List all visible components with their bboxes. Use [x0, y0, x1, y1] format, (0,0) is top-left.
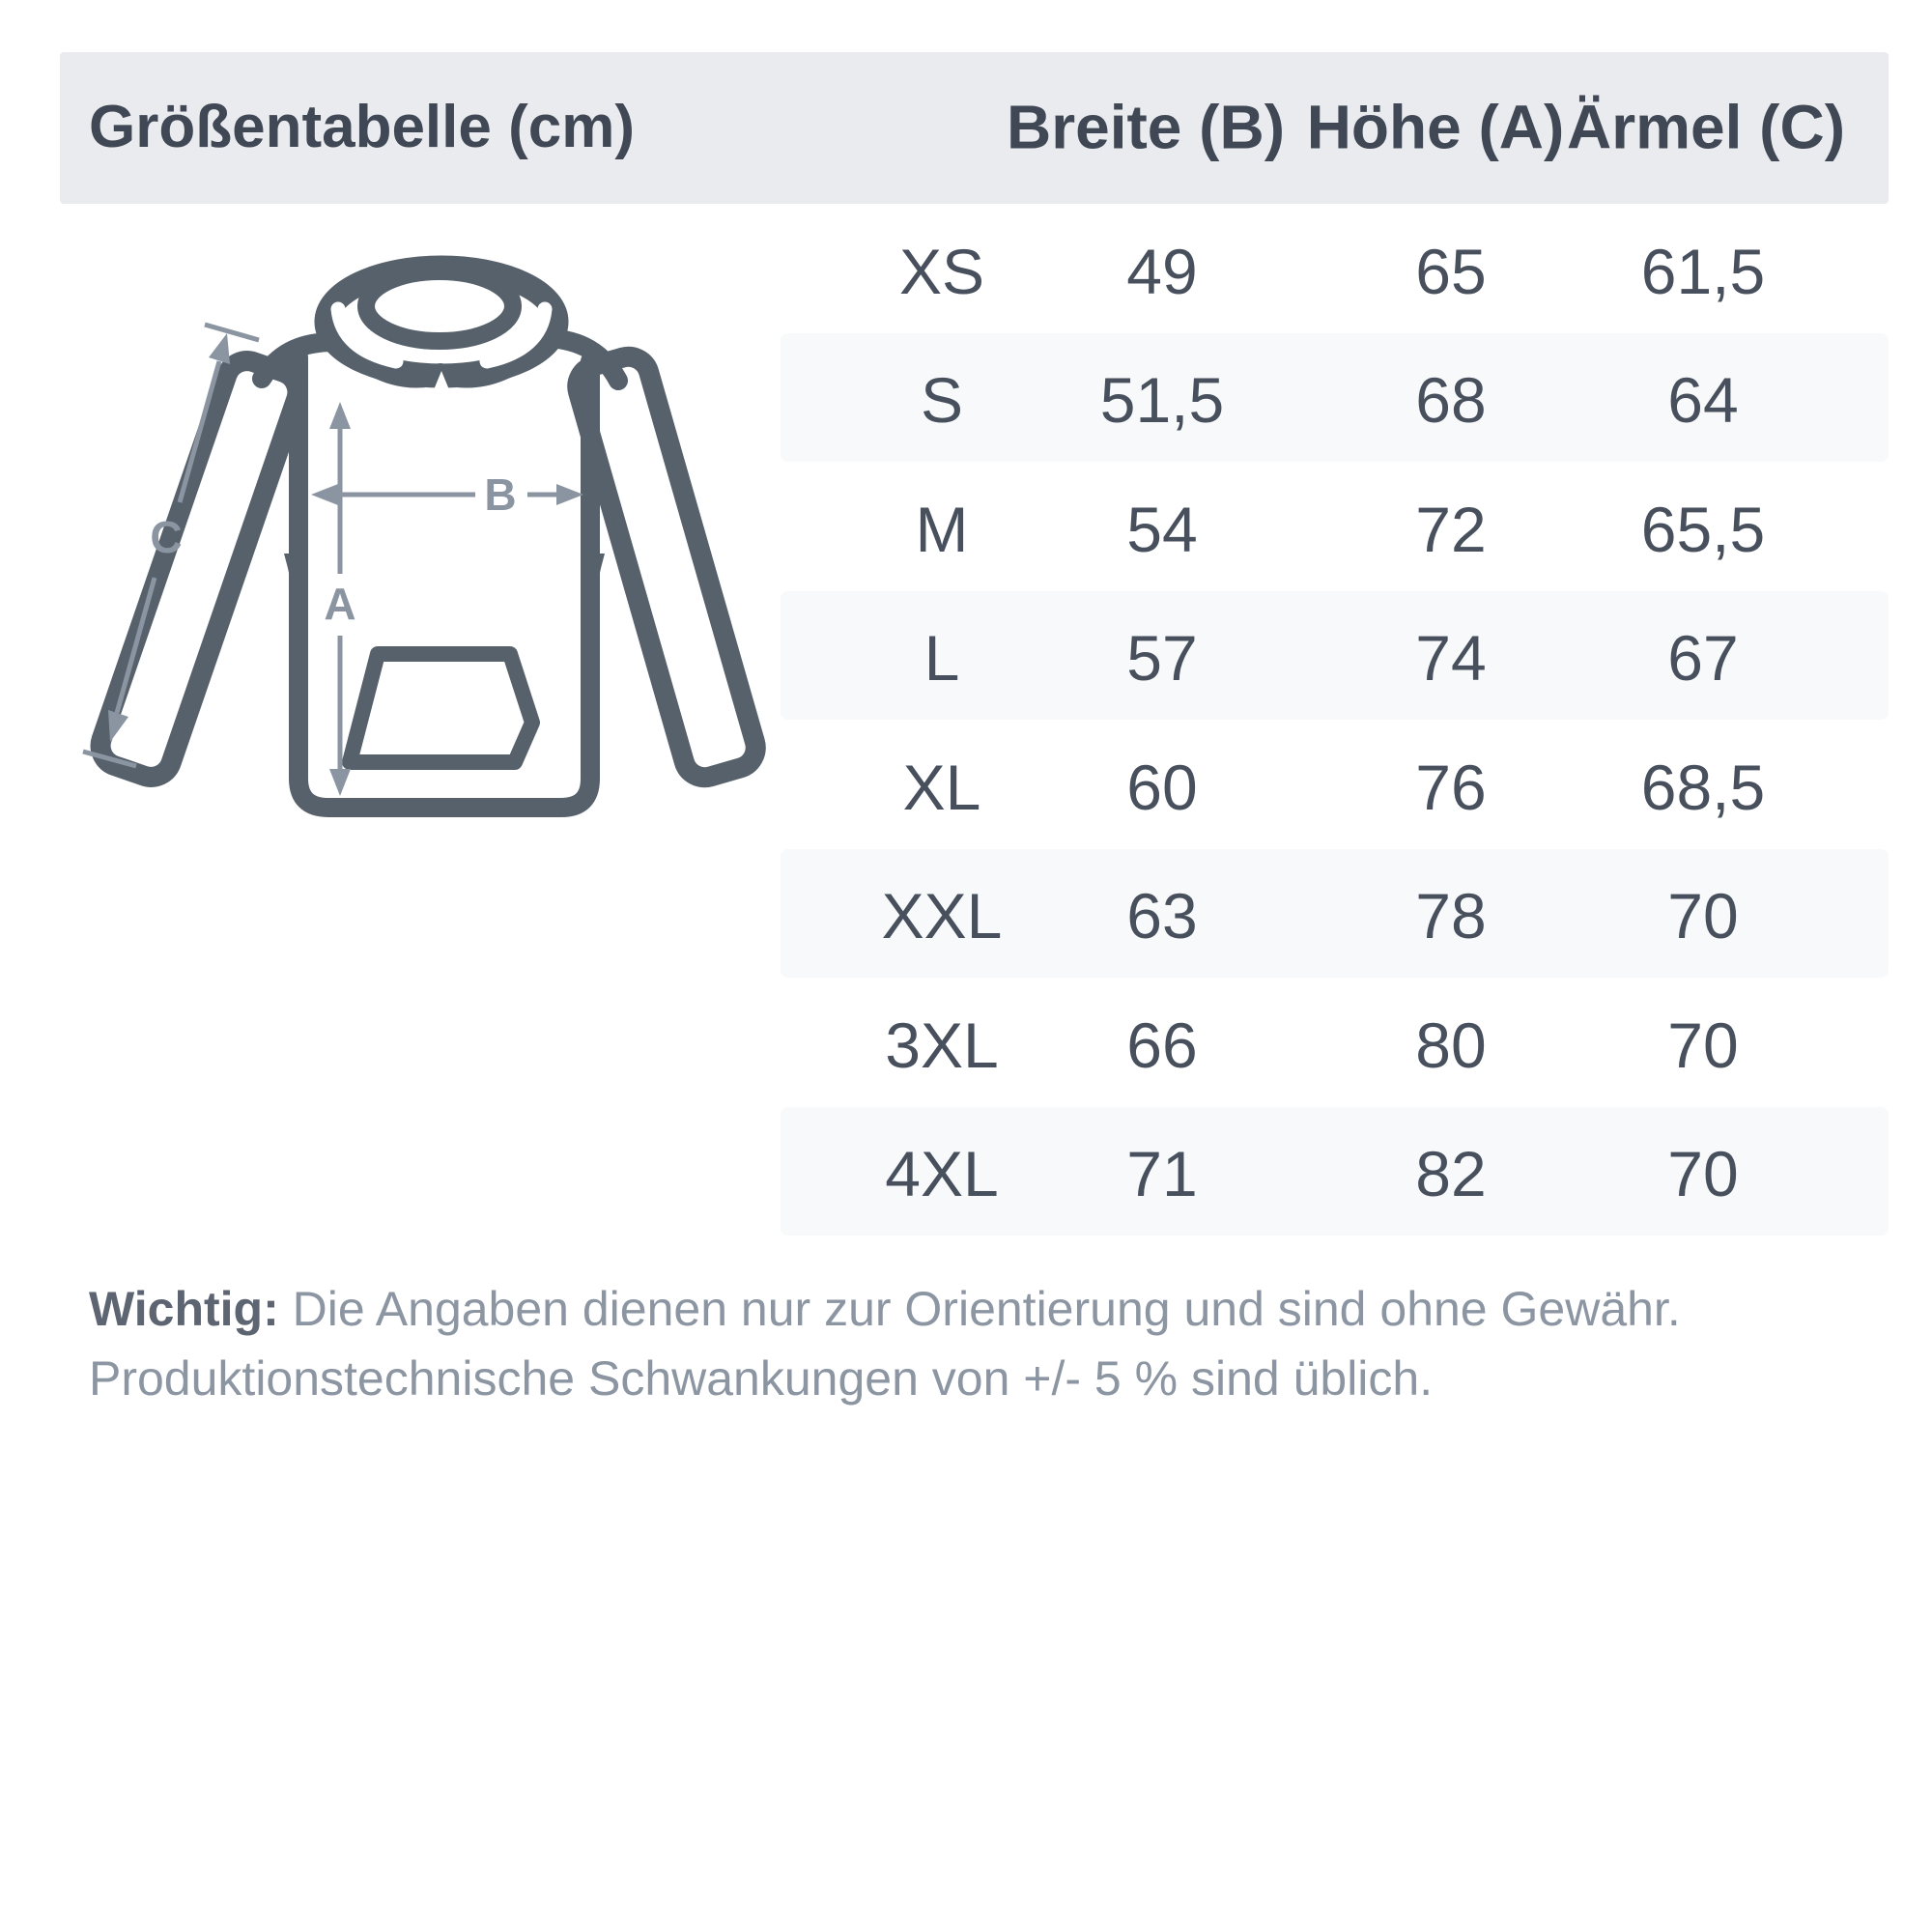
breite-cell: 63: [1126, 880, 1198, 952]
aermel-cell: 61,5: [1640, 235, 1766, 307]
a-arrowhead-top: [329, 402, 351, 429]
hoodie-icon: [58, 222, 792, 889]
table-row: [781, 591, 1889, 721]
size-cell: M: [915, 493, 969, 565]
hoehe-cell: 72: [1415, 493, 1487, 565]
table-row: [781, 204, 1889, 333]
c-arrowhead-top: [209, 333, 230, 364]
b-arrowhead-left: [311, 484, 338, 505]
dimension-label-c: C: [150, 512, 183, 562]
hoehe-cell: 65: [1415, 235, 1487, 307]
c-arrowhead-bottom: [108, 710, 128, 742]
hoehe-cell: 82: [1415, 1138, 1487, 1210]
table-header-band: [60, 52, 1889, 204]
size-cell: 4XL: [885, 1138, 999, 1210]
aermel-cell: 65,5: [1640, 493, 1766, 565]
hoehe-cell: 68: [1415, 364, 1487, 437]
size-table-rows: [781, 204, 1889, 1236]
hoehe-cell: 80: [1415, 1009, 1487, 1081]
b-arrowhead-right: [556, 484, 583, 505]
table-row: [781, 462, 1889, 591]
breite-cell: 60: [1126, 751, 1198, 823]
hoehe-cell: 74: [1415, 622, 1487, 695]
table-row: [781, 1107, 1889, 1236]
column-header-hoehe: Höhe (A): [1306, 92, 1565, 162]
footer-line-1-text: Die Angaben dienen nur zur Orientierung und sind ohne Gewähr.: [278, 1282, 1681, 1336]
aermel-cell: 68,5: [1640, 751, 1766, 823]
column-header-aermel: Ärmel (C): [1566, 92, 1846, 162]
breite-cell: 71: [1126, 1138, 1198, 1210]
footer-note: [89, 1274, 1847, 1413]
breite-cell: 51,5: [1099, 364, 1225, 437]
aermel-cell: 67: [1667, 622, 1739, 695]
hood-opening: [366, 271, 513, 341]
dimension-label-a: A: [324, 579, 356, 629]
table-row: [781, 720, 1889, 849]
column-header-breite: Breite (B): [1006, 92, 1286, 162]
hoehe-cell: 78: [1415, 880, 1487, 952]
table-row: [781, 333, 1889, 463]
a-arrowhead-bottom: [329, 769, 351, 796]
footer-line-2: Produktionstechnische Schwankungen von +/- 5 % sind üblich.: [89, 1351, 1434, 1406]
size-cell: L: [923, 622, 960, 695]
aermel-cell: 70: [1667, 1009, 1739, 1081]
breite-cell: 54: [1126, 493, 1198, 565]
size-chart-title: Größentabelle (cm): [89, 93, 635, 160]
hoehe-cell: 76: [1415, 751, 1487, 823]
breite-cell: 66: [1126, 1009, 1198, 1081]
size-cell: 3XL: [885, 1009, 999, 1081]
aermel-cell: 64: [1667, 364, 1739, 437]
size-cell: S: [920, 364, 964, 437]
size-cell: XXL: [881, 880, 1003, 952]
breite-cell: 57: [1126, 622, 1198, 695]
size-cell: XL: [902, 751, 981, 823]
footer-line-1: [89, 1274, 1847, 1344]
footer-wichtig-label: Wichtig:: [89, 1282, 279, 1336]
kangaroo-pocket: [350, 654, 532, 762]
table-row: [781, 849, 1889, 979]
aermel-cell: 70: [1667, 1138, 1739, 1210]
hoodie-measurement-diagram: [58, 222, 792, 889]
breite-cell: 49: [1126, 235, 1198, 307]
table-row: [781, 978, 1889, 1107]
dimension-label-b: B: [484, 469, 517, 520]
size-cell: XS: [898, 235, 985, 307]
aermel-cell: 70: [1667, 880, 1739, 952]
